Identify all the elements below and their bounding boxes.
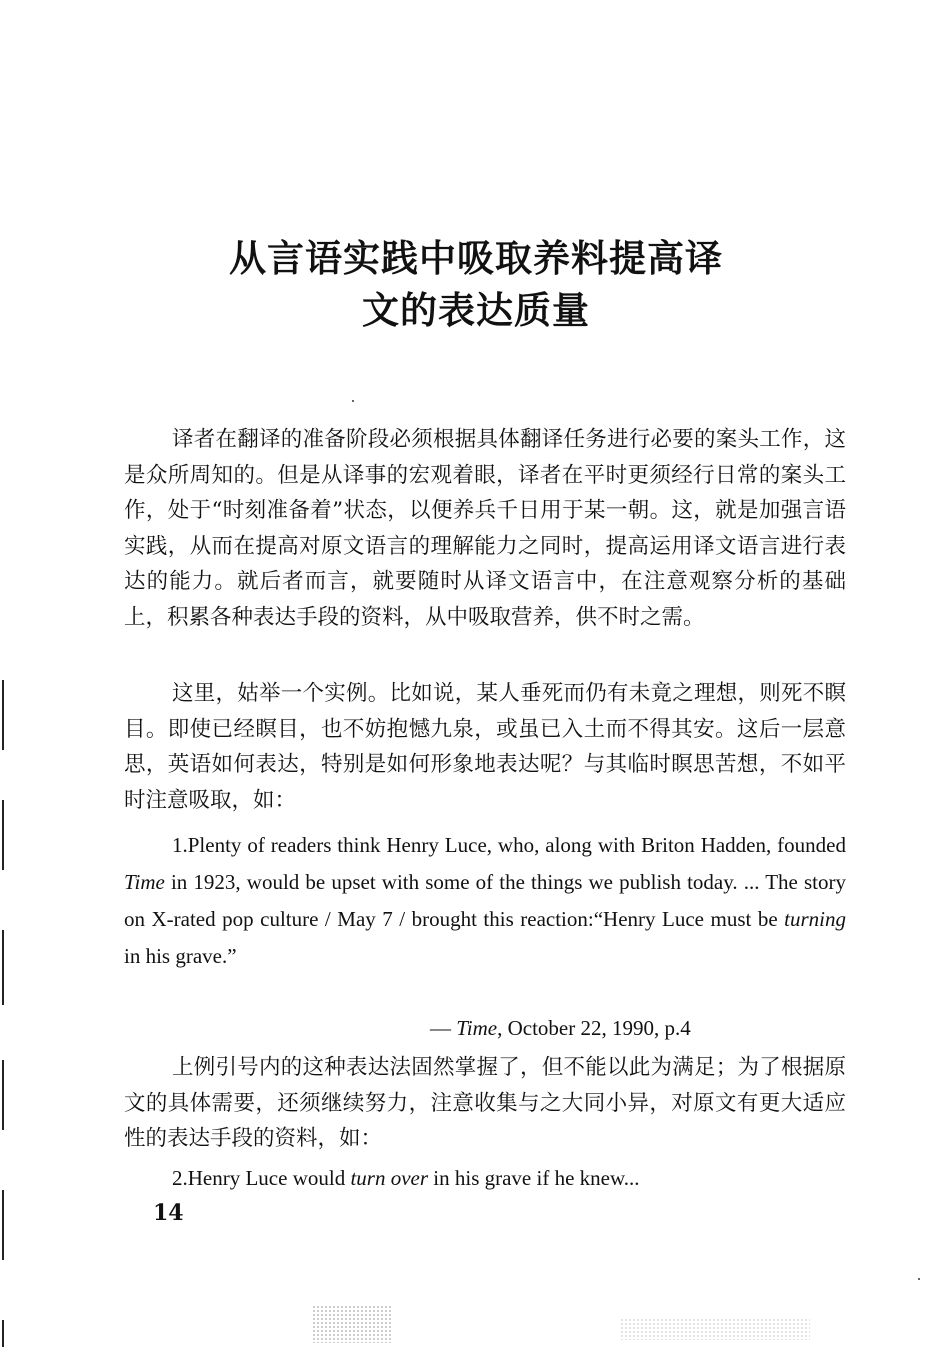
scan-margin-mark: [2, 1060, 4, 1130]
article-title: [0, 232, 952, 336]
source-rest: , October 22, 1990, p.4: [497, 1016, 691, 1040]
scan-speck: [918, 1278, 920, 1280]
example-2: [124, 1160, 846, 1197]
scan-margin-mark: [2, 930, 4, 1005]
scan-margin-mark: [2, 800, 4, 870]
example-1: [124, 827, 846, 975]
scan-margin-mark: [2, 680, 4, 750]
scan-margin-mark: [2, 1320, 4, 1347]
example-1-source: [430, 1016, 691, 1041]
example-1-text-c: in his grave.”: [124, 944, 237, 968]
example-2-text-a: 2.Henry Luce would: [172, 1166, 351, 1190]
scan-speck: [352, 400, 354, 402]
title-line-2: 文的表达质量: [362, 288, 590, 332]
example-2-turn-over: turn over: [350, 1166, 429, 1190]
paragraph-2: 这里，姑举一个实例。比如说，某人垂死而仍有未竟之理想，则死不瞑目。即使已经瞑目，也不妨抱憾九泉，或虽已入土而不得其安。这后一层意思，英语如何表达，特别是如何形象地表达呢？与其临时瞑思苦想，不如平时注意吸取，如：: [124, 681, 846, 813]
example-1-turning: turning: [784, 907, 846, 931]
example-1-time: Time: [124, 870, 165, 894]
scan-smudge: [620, 1318, 810, 1340]
source-dash: —: [430, 1016, 451, 1040]
title-line-1: 从言语实践中吸取养料提高译: [229, 236, 723, 280]
paragraph-1: 译者在翻译的准备阶段必须根据具体翻译任务进行必要的案头工作，这是众所周知的。但是从译事的宏观着眼，译者在平时更须经行日常的案头工作，处于“时刻准备着”状态，以便养兵千日用于某一朝。这，就是加强言语实践，从而在提高对原文语言的理解能力之同时，提高运用译文语言进行表达的能力。就后者而言，就要随时从译文语言中，在注意观察分析的基础上，积累各种表达手段的资料，从中吸取营养，供不时之需。: [124, 427, 846, 630]
scan-margin-mark: [2, 1190, 4, 1260]
source-time: Time: [456, 1016, 498, 1040]
page-number: 14: [153, 1200, 184, 1226]
example-1-text-b: in 1923, would be upset with some of the things we publish today. ... The story on X-rated pop culture / May 7 / brought this reaction:“Henry Luce must be: [124, 870, 846, 931]
example-2-text-b: in his grave if he knew...: [428, 1166, 640, 1190]
scan-smudge: [312, 1305, 392, 1343]
example-1-text-a: 1.Plenty of readers think Henry Luce, who, along with Briton Hadden, founded: [172, 833, 846, 857]
paragraph-3: 上例引号内的这种表达法固然掌握了，但不能以此为满足；为了根据原文的具体需要，还须继续努力，注意收集与之大同小异，对原文有更大适应性的表达手段的资料，如：: [124, 1055, 846, 1152]
